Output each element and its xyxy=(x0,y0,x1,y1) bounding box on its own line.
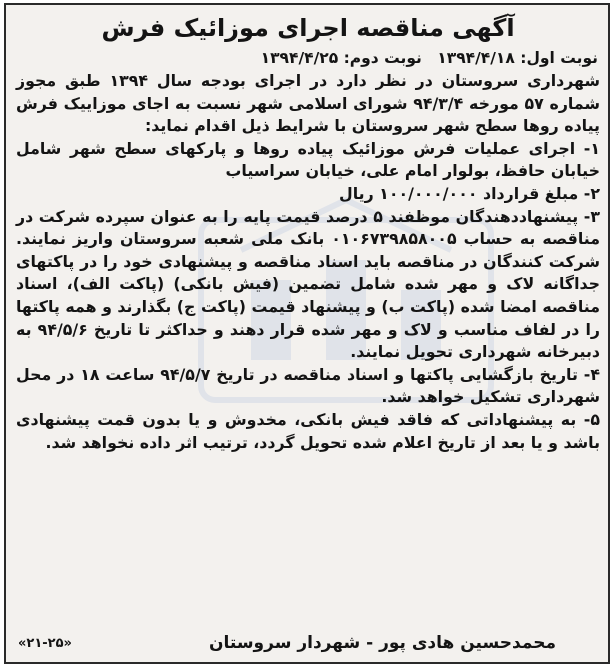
signature: محمدحسین هادی پور - شهردار سروستان xyxy=(209,633,556,653)
publication-turns xyxy=(16,47,600,70)
ad-title: آگهی مناقصه اجرای موزائیک فرش xyxy=(101,14,515,42)
ad-footer xyxy=(18,630,596,656)
condition-item-1: ۱- اجرای عملیات فرش موزائیک پیاده روها و پارکهای سطح شهر شامل خیابان حافظ، بولوار امام علی، خیابان سراسیاب xyxy=(16,138,600,181)
ad-code: «۲۱-۲۵» xyxy=(18,635,72,651)
newspaper-clipping xyxy=(4,3,610,664)
first-turn: نوبت اول: ۱۳۹۴/۴/۱۸ xyxy=(437,49,598,67)
condition-item-2: ۲- مبلغ قرارداد ۱۰۰/۰۰۰/۰۰۰ ریال xyxy=(339,183,600,203)
condition-item-4: ۴- تاریخ بازگشایی پاکتها و اسناد مناقصه در تاریخ ۹۴/۵/۷ ساعت ۱۸ در محل شهرداری تشکیل خواهد شد. xyxy=(16,364,600,407)
condition-item-5: ۵- به پیشنهاداتی که فاقد فیش بانکی، مخدوش و یا بدون قمت پیشنهادی باشد و یا بعد از تاریخ اعلام شده تحویل گردد، ترتیب اثر داده نخواهد شد. xyxy=(16,409,600,452)
second-turn: نوبت دوم: ۱۳۹۴/۴/۲۵ xyxy=(260,49,422,67)
condition-item-3: ۳- پیشنهاددهندگان موظفند ۵ درصد قیمت پایه را به عنوان سپرده شرکت در مناقصه به حساب ۰۱۰۶۷۳۹۸۵۸۰۰۵ بانک ملی شعبه سروستان واریز نمایند. شرکت کنندگان در مناقصه باید اسناد مناقصه و پیشنهادی خود را در پاکتهای جداگانه لاک و مهر شده شامل تضمین (فیش بانکی) (پاکت الف)، اسناد مناقصه امضا شده (پاکت ب) و پیشنهاد قیمت (پاکت ج) بگذارند و همه پاکتها را در لفاف مناسب و لاک و مهر شده قرار دهند و حداکثر تا تاریخ ۹۴/۵/۶ به دبیرخانه شهرداری تحویل نمایند. xyxy=(16,206,601,362)
ad-intro: شهرداری سروستان در نظر دارد در اجرای بودجه سال ۱۳۹۴ طبق مجوز شماره ۵۷ مورخه ۹۴/۳/۴ شورای اسلامی شهر نسبت به اجای موزاییک فرش پیاده روها سطح شهر سروستان با شرایط ذیل اقدام نماید: xyxy=(16,71,600,136)
ad-body xyxy=(16,9,600,454)
